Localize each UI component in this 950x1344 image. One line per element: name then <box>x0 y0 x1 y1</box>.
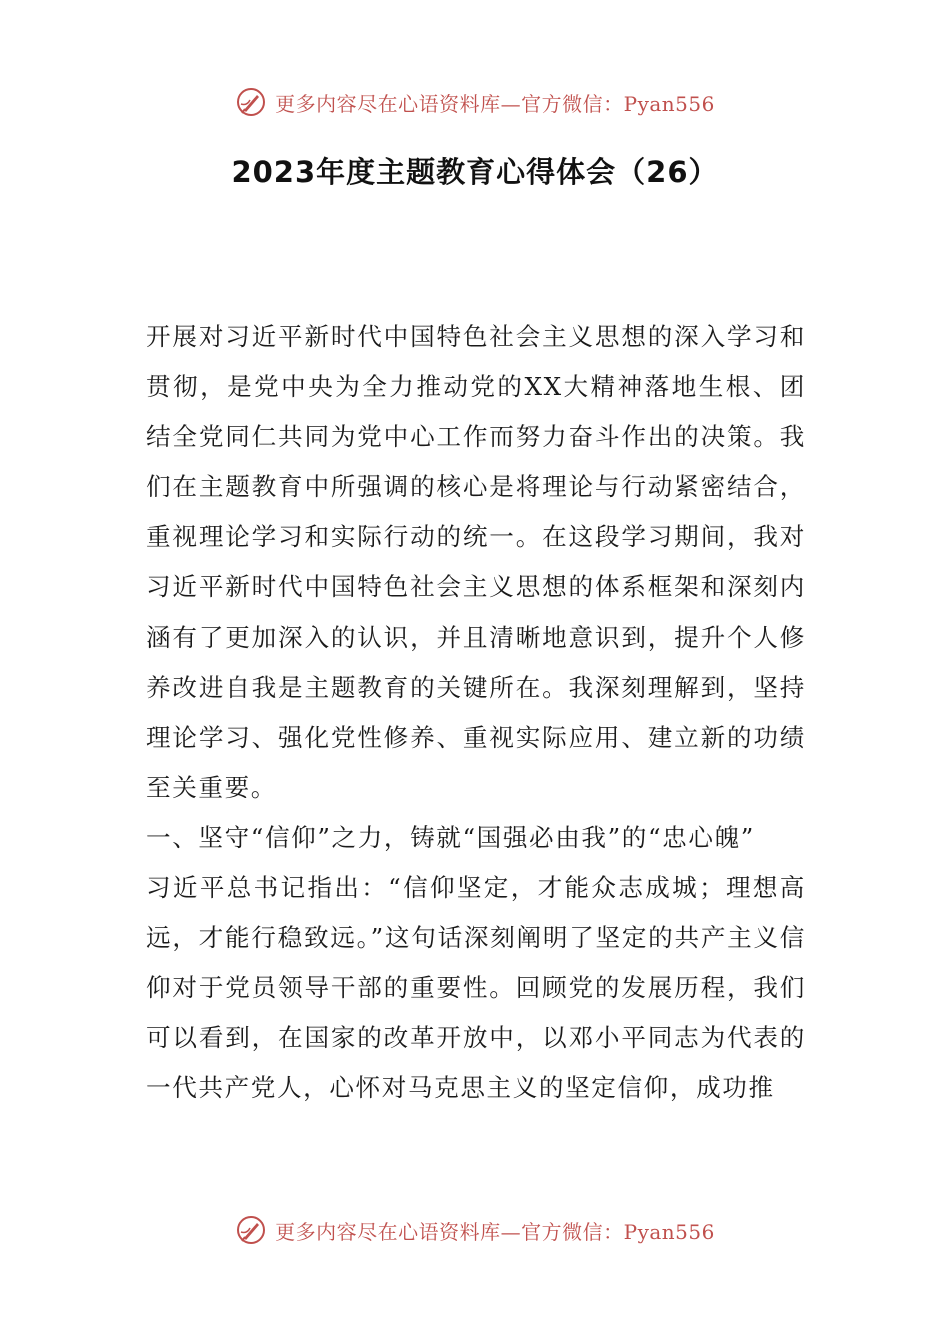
quill-pen-logo-icon <box>235 86 267 118</box>
document-title: 2023年度主题教育心得体会（26） <box>231 155 719 189</box>
section-heading-1: 一、坚守“信仰”之力，铸就“国强必由我”的“忠心魄” <box>146 822 755 852</box>
footer-banner <box>0 1210 950 1250</box>
paragraph-intro: 开展对习近平新时代中国特色社会主义思想的深入学习和贯彻，是党中央为全力推动党的XX大精神落地生根、团结全党同仁共同为党中心工作而努力奋斗作出的决策。我们在主题教育中所强调的核心是将理论与行动紧密结合，重视理论学习和实际行动的统一。在这段学习期间，我对习近平新时代中国特色社会主义思想的体系框架和深刻内涵有了更加深入的认识，并且清晰地意识到，提升个人修养改进自我是主题教育的关键所在。我深刻理解到，坚持理论学习、强化党性修养、重视实际应用、建立新的功绩至关重要。 <box>146 322 806 802</box>
paragraph-section-1: 习近平总书记指出：“信仰坚定，才能众志成城；理想高远，才能行稳致远。”这句话深刻阐明了坚定的共产主义信仰对于党员领导干部的重要性。回顾党的发展历程，我们可以看到，在国家的改革开放中，以邓小平同志为代表的一代共产党人，心怀对马克思主义的坚定信仰，成功推 <box>146 873 806 1103</box>
quill-pen-logo-icon <box>235 1214 267 1246</box>
document-body <box>146 312 806 1114</box>
header-banner-text: 更多内容尽在心语资料库—官方微信：Pyan556 <box>275 91 715 116</box>
header-banner <box>0 82 950 122</box>
footer-banner-text: 更多内容尽在心语资料库—官方微信：Pyan556 <box>275 1219 715 1244</box>
